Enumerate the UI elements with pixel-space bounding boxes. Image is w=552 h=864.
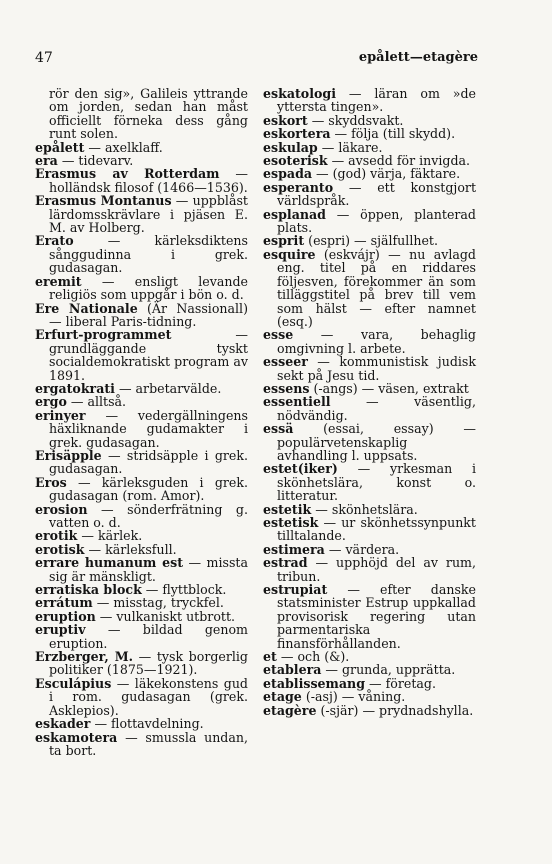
dictionary-entry (35, 503, 248, 530)
entry-headword: esprit (263, 233, 305, 249)
entry-headword: et (263, 649, 277, 665)
entry-definition: — kärleksdiktens sånggudinna i grek. gudasagan. (49, 233, 248, 276)
dictionary-entry (263, 395, 476, 422)
entry-definition: — tidevarv. (57, 153, 134, 169)
entry-definition: — alltså. (66, 394, 127, 410)
entry-definition: rör den sig», Galileis yttrande om jorden, sedan han måst officiellt förneka dess gång runt solen. (49, 86, 248, 142)
entry-headword: esperanto (263, 179, 334, 195)
dictionary-entry (263, 154, 476, 167)
dictionary-entry (263, 690, 476, 703)
entry-definition: — vulkaniskt utbrott. (95, 608, 236, 624)
entry-definition: — väsentlig, nödvändig. (277, 394, 476, 423)
entry-definition: (-angs) — väsen, extrakt (309, 380, 469, 396)
dictionary-entry (35, 556, 248, 583)
dictionary-entry (263, 663, 476, 676)
page-number: 47 (35, 50, 53, 66)
entry-headword: eskamotera (35, 729, 118, 745)
dictionary-entry (263, 704, 476, 717)
entry-headword: essens (263, 380, 310, 396)
entry-headword: Erisäpple (35, 447, 102, 463)
dictionary-entry (263, 556, 476, 583)
entry-definition: — flottavdelning. (90, 716, 204, 732)
entry-definition: — stridsäpple i grek. gudasagan. (49, 447, 248, 477)
dictionary-entry (263, 503, 476, 516)
dictionary-entry (263, 650, 476, 663)
entry-headword: Erfurt-programmet (35, 327, 172, 343)
entry-headword: essä (263, 421, 294, 437)
entry-definition: — misstag, tryckfel. (92, 595, 224, 611)
dictionary-entry (263, 234, 476, 247)
entry-definition: — tysk borgerlig politiker (1875—1921). (49, 649, 248, 678)
entry-definition: — skönhetslära. (311, 501, 418, 517)
dictionary-entry (263, 167, 476, 180)
dictionary-entry (263, 87, 476, 114)
entry-definition: — ensligt levande religiös som uppgår i bön o. d. (49, 273, 248, 303)
dictionary-entry (263, 516, 476, 543)
entry-headword: eskulap (263, 139, 318, 155)
dictionary-entry (35, 476, 248, 503)
dictionary-entry (35, 677, 248, 717)
entry-headword: estetik (263, 501, 312, 517)
entry-headword: esse (263, 327, 294, 343)
entry-definition: — bildad genom eruption. (49, 622, 248, 651)
dictionary-entry (35, 141, 248, 154)
entry-headword: Esculápius (35, 675, 112, 691)
entry-definition: — och (&). (276, 649, 350, 665)
entry-headword: Erato (35, 233, 74, 249)
dictionary-entry (35, 302, 248, 329)
dictionary-entry (263, 543, 476, 556)
entry-definition: — ur skönhetssynpunkt tilltalande. (277, 515, 476, 544)
entry-definition: — grundläggande tyskt socialdemokratiskt program av 1891. (49, 327, 248, 383)
dictionary-entry (35, 87, 248, 141)
entry-headword: eruption (35, 608, 96, 624)
entry-definition: — värdera. (324, 541, 400, 557)
entry-definition: — yrkesman i skönhetslära, konst o. litteratur. (277, 461, 476, 504)
dictionary-entry (35, 583, 248, 596)
dictionary-entry (35, 650, 248, 677)
dictionary-entry (35, 194, 248, 234)
entry-definition: (espri) — själfullhet. (304, 233, 438, 249)
entry-headword: eruptiv (35, 622, 86, 638)
entry-definition: — vara, behaglig omgivning l. arbete. (277, 327, 476, 356)
entry-headword: esseer (263, 354, 308, 370)
entry-headword: eskatologi (263, 86, 336, 101)
entry-definition: (eskvájr) — nu avlagd eng. titel på en riddares följesven, förekommer än som tilläggstitel på brev till vem som hälst — efter namnet (esq.) (277, 246, 476, 329)
entry-definition: (essai, essay) — populärvetenskaplig avhandling l. uppsats. (277, 421, 476, 463)
entry-headword: Erasmus Montanus (35, 193, 172, 209)
entry-headword: erosion (35, 501, 88, 517)
entry-headword: Erzberger, M. (35, 649, 134, 665)
entry-definition: — sönderfrätning g. vatten o. d. (49, 501, 248, 530)
entry-definition: — kärleksfull. (84, 541, 177, 557)
entry-headword: eskortera (263, 126, 331, 142)
dictionary-entry (35, 234, 248, 274)
dictionary-entry (35, 154, 248, 167)
entry-headword: esoterisk (263, 153, 328, 169)
entry-definition: — arbetarvälde. (114, 380, 222, 396)
entry-definition: — kärleksguden i grek. gudasagan (rom. Amor). (49, 474, 248, 504)
entry-definition: — läran om »de yttersta tingen». (277, 86, 476, 115)
dictionary-entry (35, 731, 248, 758)
dictionary-entry (263, 248, 476, 328)
dictionary-entry (263, 114, 476, 127)
dictionary-entry (35, 529, 248, 542)
entry-headword: etagère (263, 702, 317, 718)
dictionary-entry (263, 462, 476, 502)
dictionary-entry (35, 382, 248, 395)
entry-definition: (-asj) — våning. (301, 689, 406, 705)
entry-headword: estetisk (263, 515, 319, 530)
entry-headword: erinyer (35, 407, 86, 423)
dictionary-entry (35, 717, 248, 730)
entry-definition: — ett konstgjort världspråk. (277, 179, 476, 209)
entry-headword: Eros (35, 474, 67, 490)
entry-definition: — kärlek. (77, 528, 143, 544)
dictionary-entry (35, 623, 248, 650)
entry-headword: erotisk (35, 541, 85, 557)
dictionary-entry (263, 382, 476, 395)
dictionary-entry (35, 449, 248, 476)
dictionary-entry (35, 328, 248, 382)
entry-headword: Ere Nationale (35, 300, 138, 316)
entry-headword: eskader (35, 716, 91, 732)
right-column (263, 87, 476, 717)
entry-definition: — axelklaff. (84, 139, 163, 155)
entry-headword: ergo (35, 394, 67, 410)
entry-headword: errare humanum est (35, 555, 184, 571)
entry-definition: — missta sig är mänskligt. (49, 555, 248, 584)
entry-definition: — läkare. (317, 139, 383, 155)
entry-headword: esplanad (263, 206, 326, 222)
left-column (35, 87, 248, 757)
entry-definition: — uppblåst lärdomsskrävlare i pjäsen E. M. av Holberg. (49, 193, 248, 236)
entry-headword: espada (263, 166, 313, 182)
entry-headword: era (35, 153, 58, 169)
dictionary-entry (263, 583, 476, 650)
entry-definition: — läkekonstens gud i rom. gudasagan (grek. Asklepios). (49, 675, 248, 718)
dictionary-entry (35, 409, 248, 449)
entry-headword: estrad (263, 555, 308, 571)
entry-definition: — kommunistisk judisk sekt på Jesu tid. (277, 354, 476, 383)
dictionary-entry (263, 141, 476, 154)
entry-headword: erotik (35, 528, 78, 544)
entry-headword: erratiska block (35, 582, 142, 598)
entry-headword: estimera (263, 541, 325, 557)
entry-definition: — företag. (365, 675, 436, 691)
entry-headword: esquire (263, 246, 316, 262)
entry-definition: (Är Nassionall) — liberal Paris-tidning. (49, 300, 248, 329)
dictionary-entry (35, 395, 248, 408)
dictionary-entry (263, 127, 476, 140)
entry-headword: eskort (263, 112, 308, 128)
entry-definition: — avsedd för invigda. (327, 153, 471, 169)
dictionary-entry (35, 543, 248, 556)
entry-headword: etage (263, 689, 302, 705)
entry-definition: — vedergällningens häxliknande gudamakter i grek. gudasagan. (49, 407, 248, 450)
entry-headword: Erasmus av Rotterdam (35, 166, 220, 182)
entry-headword: epålett (35, 139, 85, 155)
dictionary-entry (263, 181, 476, 208)
entry-definition: (-sjär) — prydnadshylla. (316, 702, 474, 718)
dictionary-entry (263, 208, 476, 235)
entry-headword: estet(iker) (263, 461, 338, 477)
dictionary-entry (263, 677, 476, 690)
dictionary-entry (35, 610, 248, 623)
running-head: epålett—etagère (358, 50, 478, 65)
entry-headword: estrupiat (263, 582, 328, 598)
entry-definition: — holländsk filosof (1466—1536). (49, 166, 248, 195)
entry-definition: — flyttblock. (141, 582, 227, 598)
dictionary-entry (35, 167, 248, 194)
entry-definition: — grunda, upprätta. (321, 662, 456, 678)
entry-headword: essentiell (263, 394, 331, 410)
entry-definition: — smussla undan, ta bort. (49, 729, 248, 758)
entry-headword: ergatokrati (35, 380, 115, 396)
entry-headword: etablissemang (263, 675, 366, 691)
entry-headword: eremit (35, 273, 82, 289)
entry-definition: — följa (till skydd). (330, 126, 456, 142)
entry-headword: errátum (35, 595, 93, 611)
entry-definition: — (god) värja, fäktare. (312, 166, 461, 182)
dictionary-entry (263, 328, 476, 355)
dictionary-entry (35, 596, 248, 609)
entry-definition: — skyddsvakt. (307, 112, 404, 128)
dictionary-entry (35, 275, 248, 302)
entry-definition: — efter danske statsminister Estrup uppkallad provisorisk regering utan parmentariska finansförhållanden. (277, 582, 476, 651)
dictionary-entry (263, 355, 476, 382)
entry-headword: etablera (263, 662, 322, 678)
entry-definition: — upphöjd del av rum, tribun. (277, 555, 476, 584)
entry-definition: — öppen, planterad plats. (277, 206, 476, 236)
dictionary-entry (263, 422, 476, 462)
